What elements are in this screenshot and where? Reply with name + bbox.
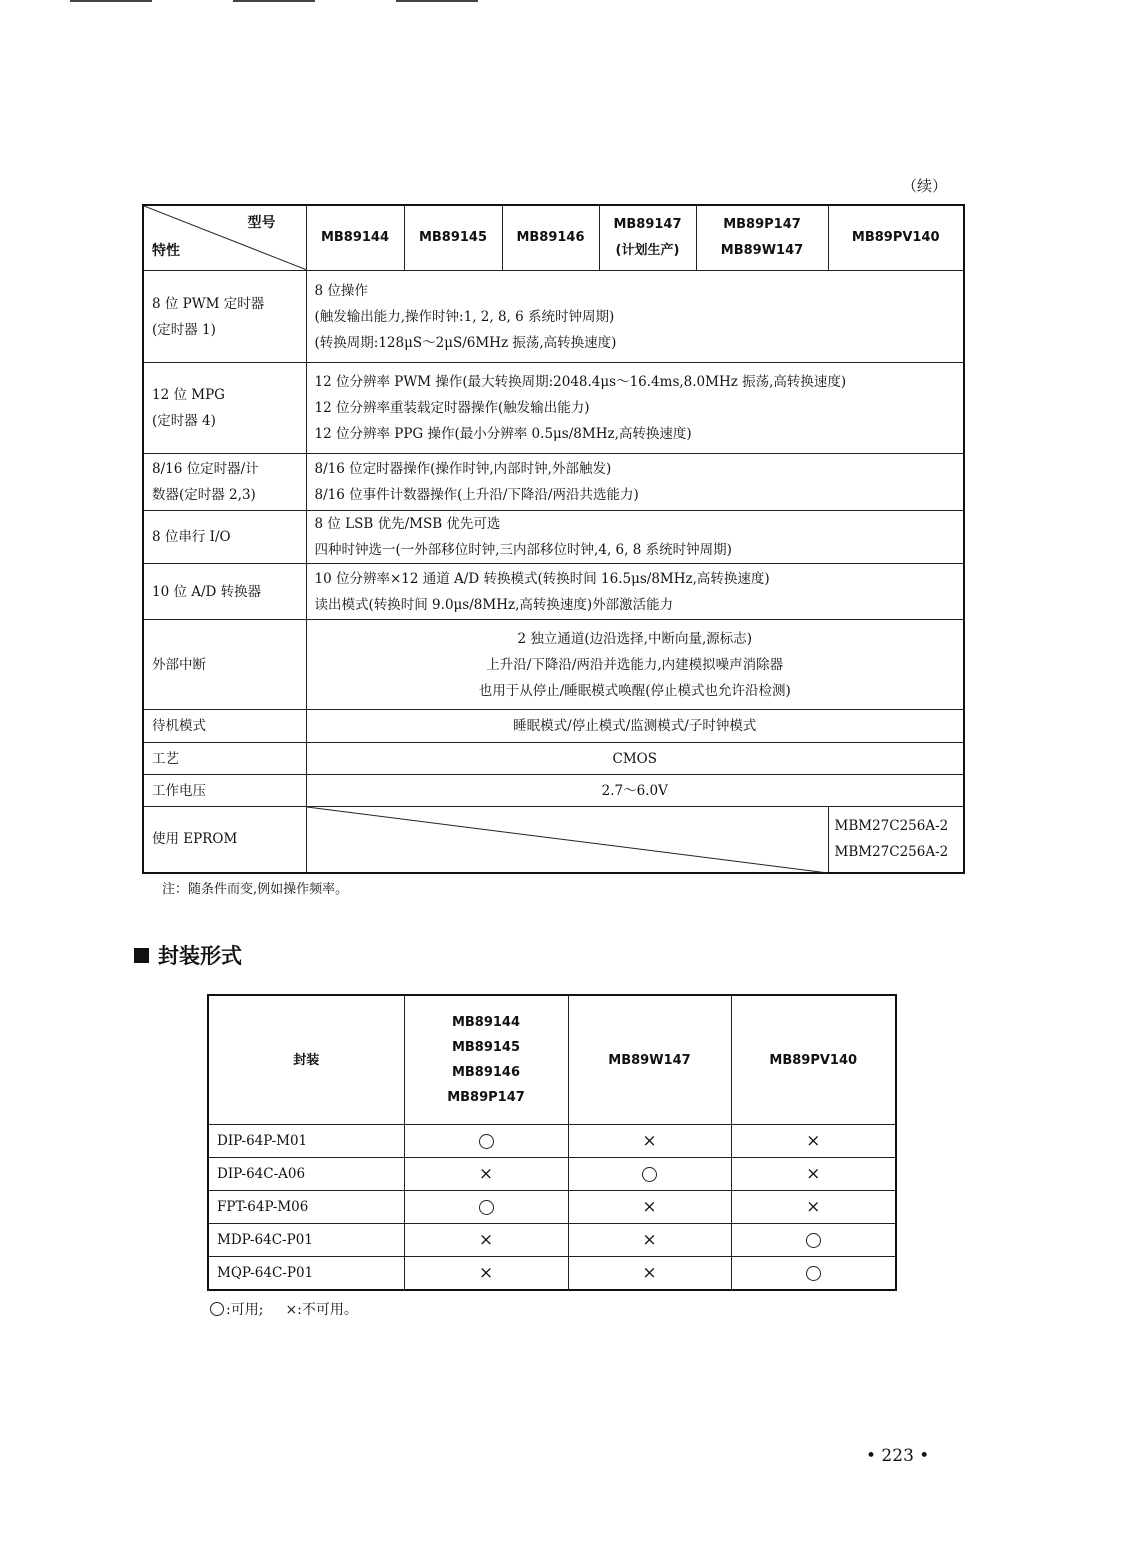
continued-label: （续）: [902, 177, 948, 195]
available-circle-icon: [479, 1134, 494, 1149]
header-model-3: MB89146: [502, 205, 599, 271]
availability-cell: [568, 1158, 731, 1191]
spec-line: 10 位分辨率×12 通道 A/D 转换模式(转换时间 16.5μs/8MHz,高转换速度): [314, 570, 770, 587]
package-name: DIP-64P-M01: [208, 1125, 404, 1158]
feature-line: (定时器 1): [152, 321, 216, 338]
spec-line: 8 位操作: [314, 282, 368, 299]
spec-row-mpg: [143, 363, 964, 454]
legend-available: :可用;: [226, 1302, 264, 1318]
spec-row-serial: [143, 511, 964, 564]
spec-line: CMOS: [612, 750, 657, 767]
spec-header-row: [143, 205, 964, 271]
availability-cell: ×: [731, 1158, 896, 1191]
spec-line: 8/16 位定时器操作(操作时钟,内部时钟,外部触发): [314, 461, 612, 477]
spec-value-cell: [306, 743, 964, 775]
feature-cell: [143, 807, 306, 873]
availability-cell: ×: [731, 1125, 896, 1158]
availability-cell: [404, 1125, 568, 1158]
page-number: • 223 •: [866, 1446, 930, 1466]
header-model-5-line-2: MB89W147: [720, 243, 804, 258]
package-row: [208, 1125, 896, 1158]
header-model-5-line-1: MB89P147: [723, 217, 801, 232]
availability-cell: [404, 1191, 568, 1224]
legend-not-available: ×:不可用。: [285, 1302, 358, 1318]
package-name: FPT-64P-M06: [208, 1191, 404, 1224]
feature-cell: [143, 363, 306, 454]
feature-line: 8 位 PWM 定时器: [152, 295, 265, 312]
feature-line: 外部中断: [152, 656, 206, 673]
spec-value-cell: [306, 454, 964, 511]
header-col2-model: MB89W147: [568, 995, 731, 1125]
availability-cell: ×: [568, 1125, 731, 1158]
package-table: [207, 994, 897, 1291]
package-row: [208, 1257, 896, 1291]
header-model-4-line-1: MB89147: [613, 217, 682, 232]
header-model-4-line-2: (计划生产): [615, 243, 680, 258]
availability-cell: ×: [568, 1257, 731, 1291]
availability-cell: [731, 1257, 896, 1291]
spec-row-timer: [143, 454, 964, 511]
spec-value-cell: [306, 511, 964, 564]
header-feature-label: 特性: [152, 243, 180, 259]
feature-line: 使用 EPROM: [152, 831, 238, 848]
header-model: MB89P147: [447, 1090, 525, 1105]
spec-row-standby: [143, 710, 964, 743]
header-package: 封装: [208, 995, 404, 1125]
availability-legend: [210, 1299, 358, 1319]
availability-cell: [731, 1224, 896, 1257]
header-model: MB89146: [451, 1065, 521, 1080]
eprom-empty-cell: [306, 807, 828, 873]
availability-cell: ×: [731, 1191, 896, 1224]
feature-line: 8/16 位定时器/计: [152, 461, 259, 477]
spec-table: [142, 204, 965, 874]
spec-line: 12 位分辨率 PPG 操作(最小分辨率 0.5μs/8MHz,高转换速度): [314, 426, 692, 442]
feature-cell: [143, 564, 306, 620]
available-circle-icon: [806, 1266, 821, 1281]
package-row: [208, 1224, 896, 1257]
package-name: MDP-64C-P01: [208, 1224, 404, 1257]
feature-line: 工作电压: [152, 782, 206, 799]
spec-line: 12 位分辨率重装载定时器操作(触发输出能力): [314, 400, 590, 416]
header-model-label: 型号: [247, 215, 276, 231]
circle-icon: [210, 1302, 224, 1316]
spec-value-cell: [306, 363, 964, 454]
available-circle-icon: [806, 1233, 821, 1248]
available-circle-icon: [479, 1200, 494, 1215]
spec-line: 2 独立通道(边沿选择,中断向量,源标志): [517, 630, 752, 647]
spec-row-voltage: [143, 775, 964, 807]
availability-cell: ×: [404, 1257, 568, 1291]
spec-value-cell: [306, 775, 964, 807]
package-header-row: [208, 995, 896, 1125]
spec-row-process: [143, 743, 964, 775]
feature-line: 工艺: [152, 750, 179, 767]
spec-line: 也用于从停止/睡眠模式唤醒(停止模式也允许沿检测): [478, 682, 791, 699]
feature-cell: [143, 511, 306, 564]
available-circle-icon: [642, 1167, 657, 1182]
spec-line: (转换周期:128μS～2μS/6MHz 振荡,高转换速度): [314, 334, 617, 351]
square-bullet-icon: [134, 948, 149, 963]
spec-line: 8/16 位事件计数器操作(上升沿/下降沿/两沿共选能力): [314, 487, 639, 503]
spec-line: 上升沿/下降沿/两沿并选能力,内建模拟噪声消除器: [486, 656, 784, 673]
eprom-value: MBM27C256A-2: [834, 818, 949, 835]
top-rule-3: [396, 0, 478, 2]
feature-cell: [143, 454, 306, 511]
feature-cell: [143, 775, 306, 807]
spec-line: (触发输出能力,操作时钟:1, 2, 8, 6 系统时钟周期): [314, 308, 615, 325]
feature-line: 10 位 A/D 转换器: [152, 583, 262, 600]
package-row: [208, 1191, 896, 1224]
spec-value-cell: [306, 271, 964, 363]
eprom-diagonal-line: [307, 807, 828, 873]
spec-line: 读出模式(转换时间 9.0μs/8MHz,高转换速度)外部激活能力: [314, 596, 674, 613]
availability-cell: ×: [404, 1158, 568, 1191]
availability-cell: ×: [568, 1224, 731, 1257]
package-row: [208, 1158, 896, 1191]
header-model-4: [599, 205, 696, 271]
spec-value-cell: [306, 564, 964, 620]
header-model: MB89145: [451, 1040, 521, 1055]
availability-cell: ×: [404, 1224, 568, 1257]
feature-cell: [143, 743, 306, 775]
spec-value-cell: [306, 620, 964, 710]
header-model-5: [696, 205, 828, 271]
availability-cell: ×: [568, 1191, 731, 1224]
spec-line: 8 位 LSB 优先/MSB 优先可选: [314, 516, 501, 532]
spec-row-interrupt: [143, 620, 964, 710]
spec-value-cell: [306, 710, 964, 743]
eprom-value: MBM27C256A-2: [834, 844, 949, 861]
spec-line: 2.7～6.0V: [601, 782, 668, 799]
package-name: DIP-64C-A06: [208, 1158, 404, 1191]
header-model-6: MB89PV140: [828, 205, 964, 271]
feature-cell: [143, 620, 306, 710]
feature-line: 12 位 MPG: [152, 387, 225, 403]
feature-line: 待机模式: [152, 718, 206, 734]
eprom-value-cell: [828, 807, 964, 873]
section-title: 封装形式: [158, 944, 242, 968]
header-col3-model: MB89PV140: [731, 995, 896, 1125]
feature-cell: [143, 271, 306, 363]
top-rule-1: [70, 0, 152, 2]
feature-line: (定时器 4): [152, 413, 216, 429]
spec-line: 12 位分辨率 PWM 操作(最大转换周期:2048.4μs～16.4ms,8.0MHz 振荡,高转换速度): [314, 374, 847, 390]
feature-line: 8 位串行 I/O: [152, 529, 231, 545]
package-name: MQP-64C-P01: [208, 1257, 404, 1291]
spec-line: 睡眠模式/停止模式/监测模式/子时钟模式: [513, 718, 757, 734]
header-model-2: MB89145: [404, 205, 502, 271]
spec-row-adc: [143, 564, 964, 620]
header-corner-cell: [143, 205, 306, 271]
feature-cell: [143, 710, 306, 743]
header-model-1: MB89144: [306, 205, 404, 271]
spec-row-eprom: [143, 807, 964, 873]
top-rule-2: [233, 0, 315, 2]
spec-row-pwm: [143, 271, 964, 363]
header-col1-models: [404, 995, 568, 1125]
table-note: 注：随条件而变,例如操作频率。: [162, 882, 349, 897]
section-heading: [134, 940, 242, 970]
spec-line: 四种时钟选一(一外部移位时钟,三内部移位时钟,4, 6, 8 系统时钟周期): [314, 542, 732, 558]
header-model: MB89144: [451, 1015, 521, 1030]
feature-line: 数器(定时器 2,3): [152, 487, 256, 503]
